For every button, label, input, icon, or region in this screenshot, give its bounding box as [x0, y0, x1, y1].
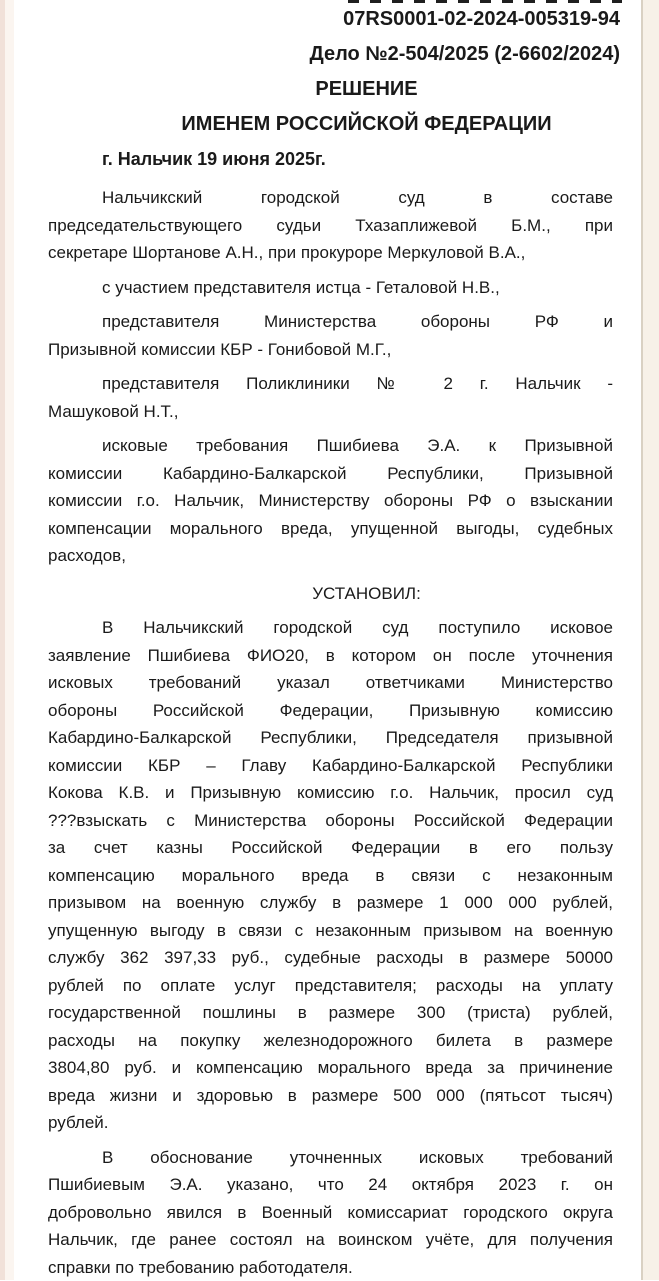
text-line: упущенную выгоду в связи с незаконным призывом на военную [48, 917, 613, 945]
case-uid: 07RS0001-02-2024-005319-94 [48, 2, 620, 37]
text-line: призывом на военную службу в размере 1 000 000 рублей, [48, 889, 613, 917]
ustanovil-heading: УСТАНОВИЛ: [84, 580, 649, 608]
text-line: исковых требований указал ответчиками Министерство [48, 669, 613, 697]
paragraph-plaintiff-representative [48, 274, 613, 302]
text-line: расходов, [48, 542, 613, 570]
text-line: за счет казны Российской Федерации в его пользу [48, 834, 613, 862]
in-name-of-russian-federation: ИМЕНЕМ РОССИЙСКОЙ ФЕДЕРАЦИИ [84, 107, 649, 142]
paragraph-claims-summary [48, 432, 613, 570]
text-line: ???взыскать с Министерства обороны Российской Федерации [48, 807, 613, 835]
text-line: Машуковой Н.Т., [48, 398, 613, 426]
text-line: справки по требованию работодателя. [48, 1254, 613, 1281]
paragraph-court-composition [48, 184, 613, 267]
text-line: рублей. [48, 1109, 613, 1137]
text-line: Кокова К.В. и Призывную комиссию г.о. Нальчик, просил суд [48, 779, 613, 807]
text-line: Нальчикский городской суд в составе [48, 184, 613, 212]
text-line: Кабардино-Балкарской Республики, Председателя призывной [48, 724, 613, 752]
paragraph-polyclinic-representative [48, 370, 613, 425]
text-line: представителя Поликлиники № 2 г. Нальчик - [48, 370, 613, 398]
text-line: 3804,80 руб. и компенсацию морального вреда за причинение [48, 1054, 613, 1082]
place-and-date: г. Нальчик 19 июня 2025г. [48, 142, 613, 177]
text-line: Пшибиевым Э.А. указано, что 24 октября 2023 г. он [48, 1171, 613, 1199]
text-line: добровольно явился в Военный комиссариат городского округа [48, 1199, 613, 1227]
text-line: исковые требования Пшибиева Э.А. к Призывной [48, 432, 613, 460]
paragraph-claim-details [48, 614, 613, 1137]
decision-title: РЕШЕНИЕ [84, 72, 649, 107]
text-line: В обоснование уточненных исковых требований [48, 1144, 613, 1172]
paragraph-defense-ministry-representative [48, 308, 613, 363]
text-line: В Нальчикский городской суд поступило исковое [48, 614, 613, 642]
text-line: представителя Министерства обороны РФ и [48, 308, 613, 336]
text-line: компенсации морального вреда, упущенной выгоды, судебных [48, 515, 613, 543]
text-line: расходы на покупку железнодорожного билета в размере [48, 1027, 613, 1055]
document-body [48, 184, 613, 1281]
page-edge-left-fade [5, 0, 14, 1280]
text-line: Призывной комиссии КБР - Гонибовой М.Г., [48, 336, 613, 364]
text-line: рублей по оплате услуг представителя; расходы на уплату [48, 972, 613, 1000]
text-line: комиссии г.о. Нальчик, Министерству обороны РФ о взыскании [48, 487, 613, 515]
page-edge-right [643, 0, 659, 1280]
text-line: государственной пошлины в размере 300 (триста) рублей, [48, 999, 613, 1027]
text-line: комиссии КБР – Главу Кабардино-Балкарской Республики [48, 752, 613, 780]
court-decision-document [48, 2, 613, 1281]
text-line: службу 362 397,33 руб., судебные расходы в размере 50000 [48, 944, 613, 972]
case-number: Дело №2-504/2025 (2-6602/2024) [48, 37, 620, 72]
text-line: председательствующего судьи Тхазаплижевой Б.М., при [48, 212, 613, 240]
text-line: компенсацию морального вреда в связи с незаконным [48, 862, 613, 890]
paragraph-justification [48, 1144, 613, 1281]
text-line: заявление Пшибиева ФИО20, в котором он после уточнения [48, 642, 613, 670]
text-line: вреда жизни и здоровью в размере 500 000 (пятьсот тысяч) [48, 1082, 613, 1110]
text-line: комиссии Кабардино-Балкарской Республики, Призывной [48, 460, 613, 488]
text-line: обороны Российской Федерации, Призывную комиссию [48, 697, 613, 725]
text-line: Нальчик, где ранее состоял на воинском учёте, для получения [48, 1226, 613, 1254]
text-line: секретаре Шортанове А.Н., при прокуроре Меркуловой В.А., [48, 239, 613, 267]
text-line: с участием представителя истца - Геталовой Н.В., [48, 274, 613, 302]
